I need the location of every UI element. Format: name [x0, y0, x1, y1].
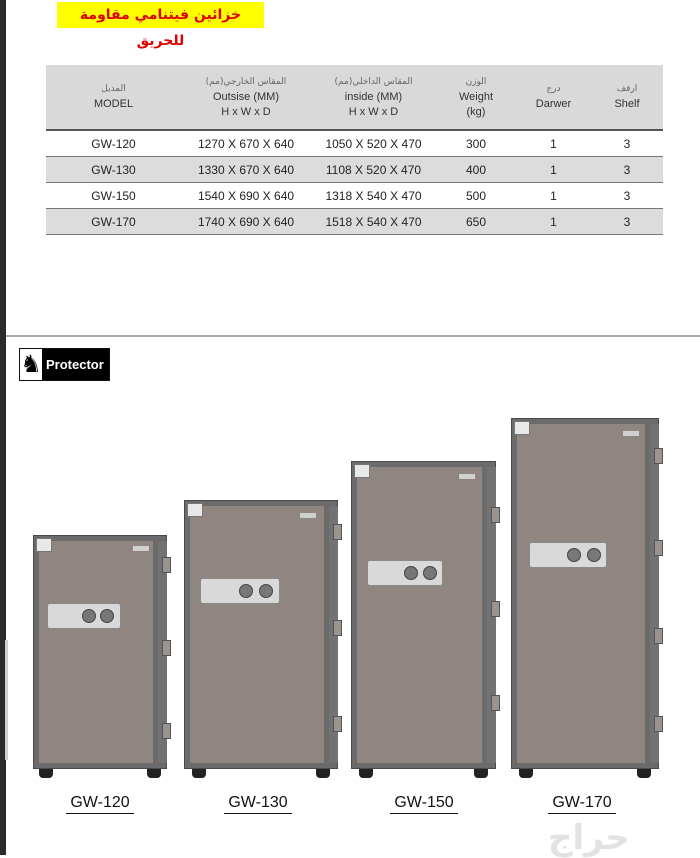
table-header-row [46, 65, 663, 130]
hinge [654, 448, 663, 464]
cell-inside: 1518 X 540 X 470 [311, 209, 436, 235]
safe-label-tag [514, 421, 530, 435]
table-row [46, 183, 663, 209]
safe-label-tag [187, 503, 203, 517]
safe-label-tag [354, 464, 370, 478]
safe-brand-plate [300, 513, 316, 518]
cell-weight: 300 [436, 130, 516, 157]
cell-drawer: 1 [516, 157, 591, 183]
haraj-watermark: حراج [548, 818, 630, 858]
safe-foot [39, 769, 53, 778]
table-row [46, 209, 663, 235]
table-row [46, 130, 663, 157]
combination-dial [567, 548, 581, 562]
safe-foot [519, 769, 533, 778]
safe-foot [147, 769, 161, 778]
cell-weight: 650 [436, 209, 516, 235]
combination-dial [423, 566, 437, 580]
hinge [491, 601, 500, 617]
header-shelf: ارفف Shelf [591, 65, 663, 130]
safe-foot [192, 769, 206, 778]
spec-table [46, 65, 663, 235]
safe-gw-120 [33, 535, 167, 769]
cell-model: GW-150 [46, 183, 181, 209]
cell-model: GW-130 [46, 157, 181, 183]
safe-handle-lock [367, 560, 443, 586]
cell-outside: 1330 X 670 X 640 [181, 157, 311, 183]
safe-handle-lock [200, 578, 280, 604]
cell-weight: 500 [436, 183, 516, 209]
cell-outside: 1540 X 690 X 640 [181, 183, 311, 209]
safe-foot [359, 769, 373, 778]
safe-brand-plate [623, 431, 639, 436]
safe-handle-lock [47, 603, 121, 629]
cell-model: GW-120 [46, 130, 181, 157]
brand-name: Protector [42, 349, 109, 380]
cell-shelf: 3 [591, 157, 663, 183]
safe-handle-lock [529, 542, 607, 568]
cell-drawer: 1 [516, 209, 591, 235]
hinge [333, 716, 342, 732]
hinge [654, 628, 663, 644]
safe-gw-130 [184, 500, 338, 769]
knight-chess-icon: ♞ [20, 351, 42, 378]
model-label-gw-170: GW-170 [548, 793, 616, 814]
combination-dial [587, 548, 601, 562]
safe-gw-170 [511, 418, 659, 769]
header-drawer: درج Darwer [516, 65, 591, 130]
hinge [491, 695, 500, 711]
cell-weight: 400 [436, 157, 516, 183]
safe-foot [316, 769, 330, 778]
hinge [654, 540, 663, 556]
safe-brand-plate [133, 546, 149, 551]
section-divider [6, 335, 700, 337]
hinge [333, 524, 342, 540]
hinge [491, 507, 500, 523]
hinge [162, 640, 171, 656]
cell-shelf: 3 [591, 183, 663, 209]
combination-dial [82, 609, 96, 623]
hinge [162, 723, 171, 739]
cell-drawer: 1 [516, 130, 591, 157]
title-banner: خزائين فيتنامي مقاومة للحريق [57, 2, 264, 28]
safe-door [39, 541, 153, 763]
cell-model: GW-170 [46, 209, 181, 235]
cell-outside: 1270 X 670 X 640 [181, 130, 311, 157]
cell-shelf: 3 [591, 130, 663, 157]
safe-foot [637, 769, 651, 778]
safe-gw-150 [351, 461, 496, 769]
header-model: المديل MODEL [46, 65, 181, 130]
table-row [46, 157, 663, 183]
model-label-gw-120: GW-120 [66, 793, 134, 814]
brand-logo [19, 348, 110, 381]
cell-inside: 1050 X 520 X 470 [311, 130, 436, 157]
model-label-gw-150: GW-150 [390, 793, 458, 814]
hinge [333, 620, 342, 636]
combination-dial [259, 584, 273, 598]
combination-dial [100, 609, 114, 623]
safe-door [517, 424, 645, 763]
scroll-indicator [5, 640, 8, 760]
cell-outside: 1740 X 690 X 640 [181, 209, 311, 235]
cell-shelf: 3 [591, 209, 663, 235]
cell-drawer: 1 [516, 183, 591, 209]
cell-inside: 1318 X 540 X 470 [311, 183, 436, 209]
cell-inside: 1108 X 520 X 470 [311, 157, 436, 183]
hinge [162, 557, 171, 573]
model-label-gw-130: GW-130 [224, 793, 292, 814]
header-inside: المقاس الداخلي(مم) inside (MM) H x W x D [311, 65, 436, 130]
safe-label-tag [36, 538, 52, 552]
safe-brand-plate [459, 474, 475, 479]
safe-foot [474, 769, 488, 778]
header-weight: الوزن Weight (kg) [436, 65, 516, 130]
safe-door [190, 506, 324, 763]
combination-dial [404, 566, 418, 580]
safe-side-strip [650, 424, 659, 763]
header-outside: المقاس الخارجي(مم) Outsise (MM) H x W x D [181, 65, 311, 130]
hinge [654, 716, 663, 732]
safe-door [357, 467, 482, 763]
combination-dial [239, 584, 253, 598]
